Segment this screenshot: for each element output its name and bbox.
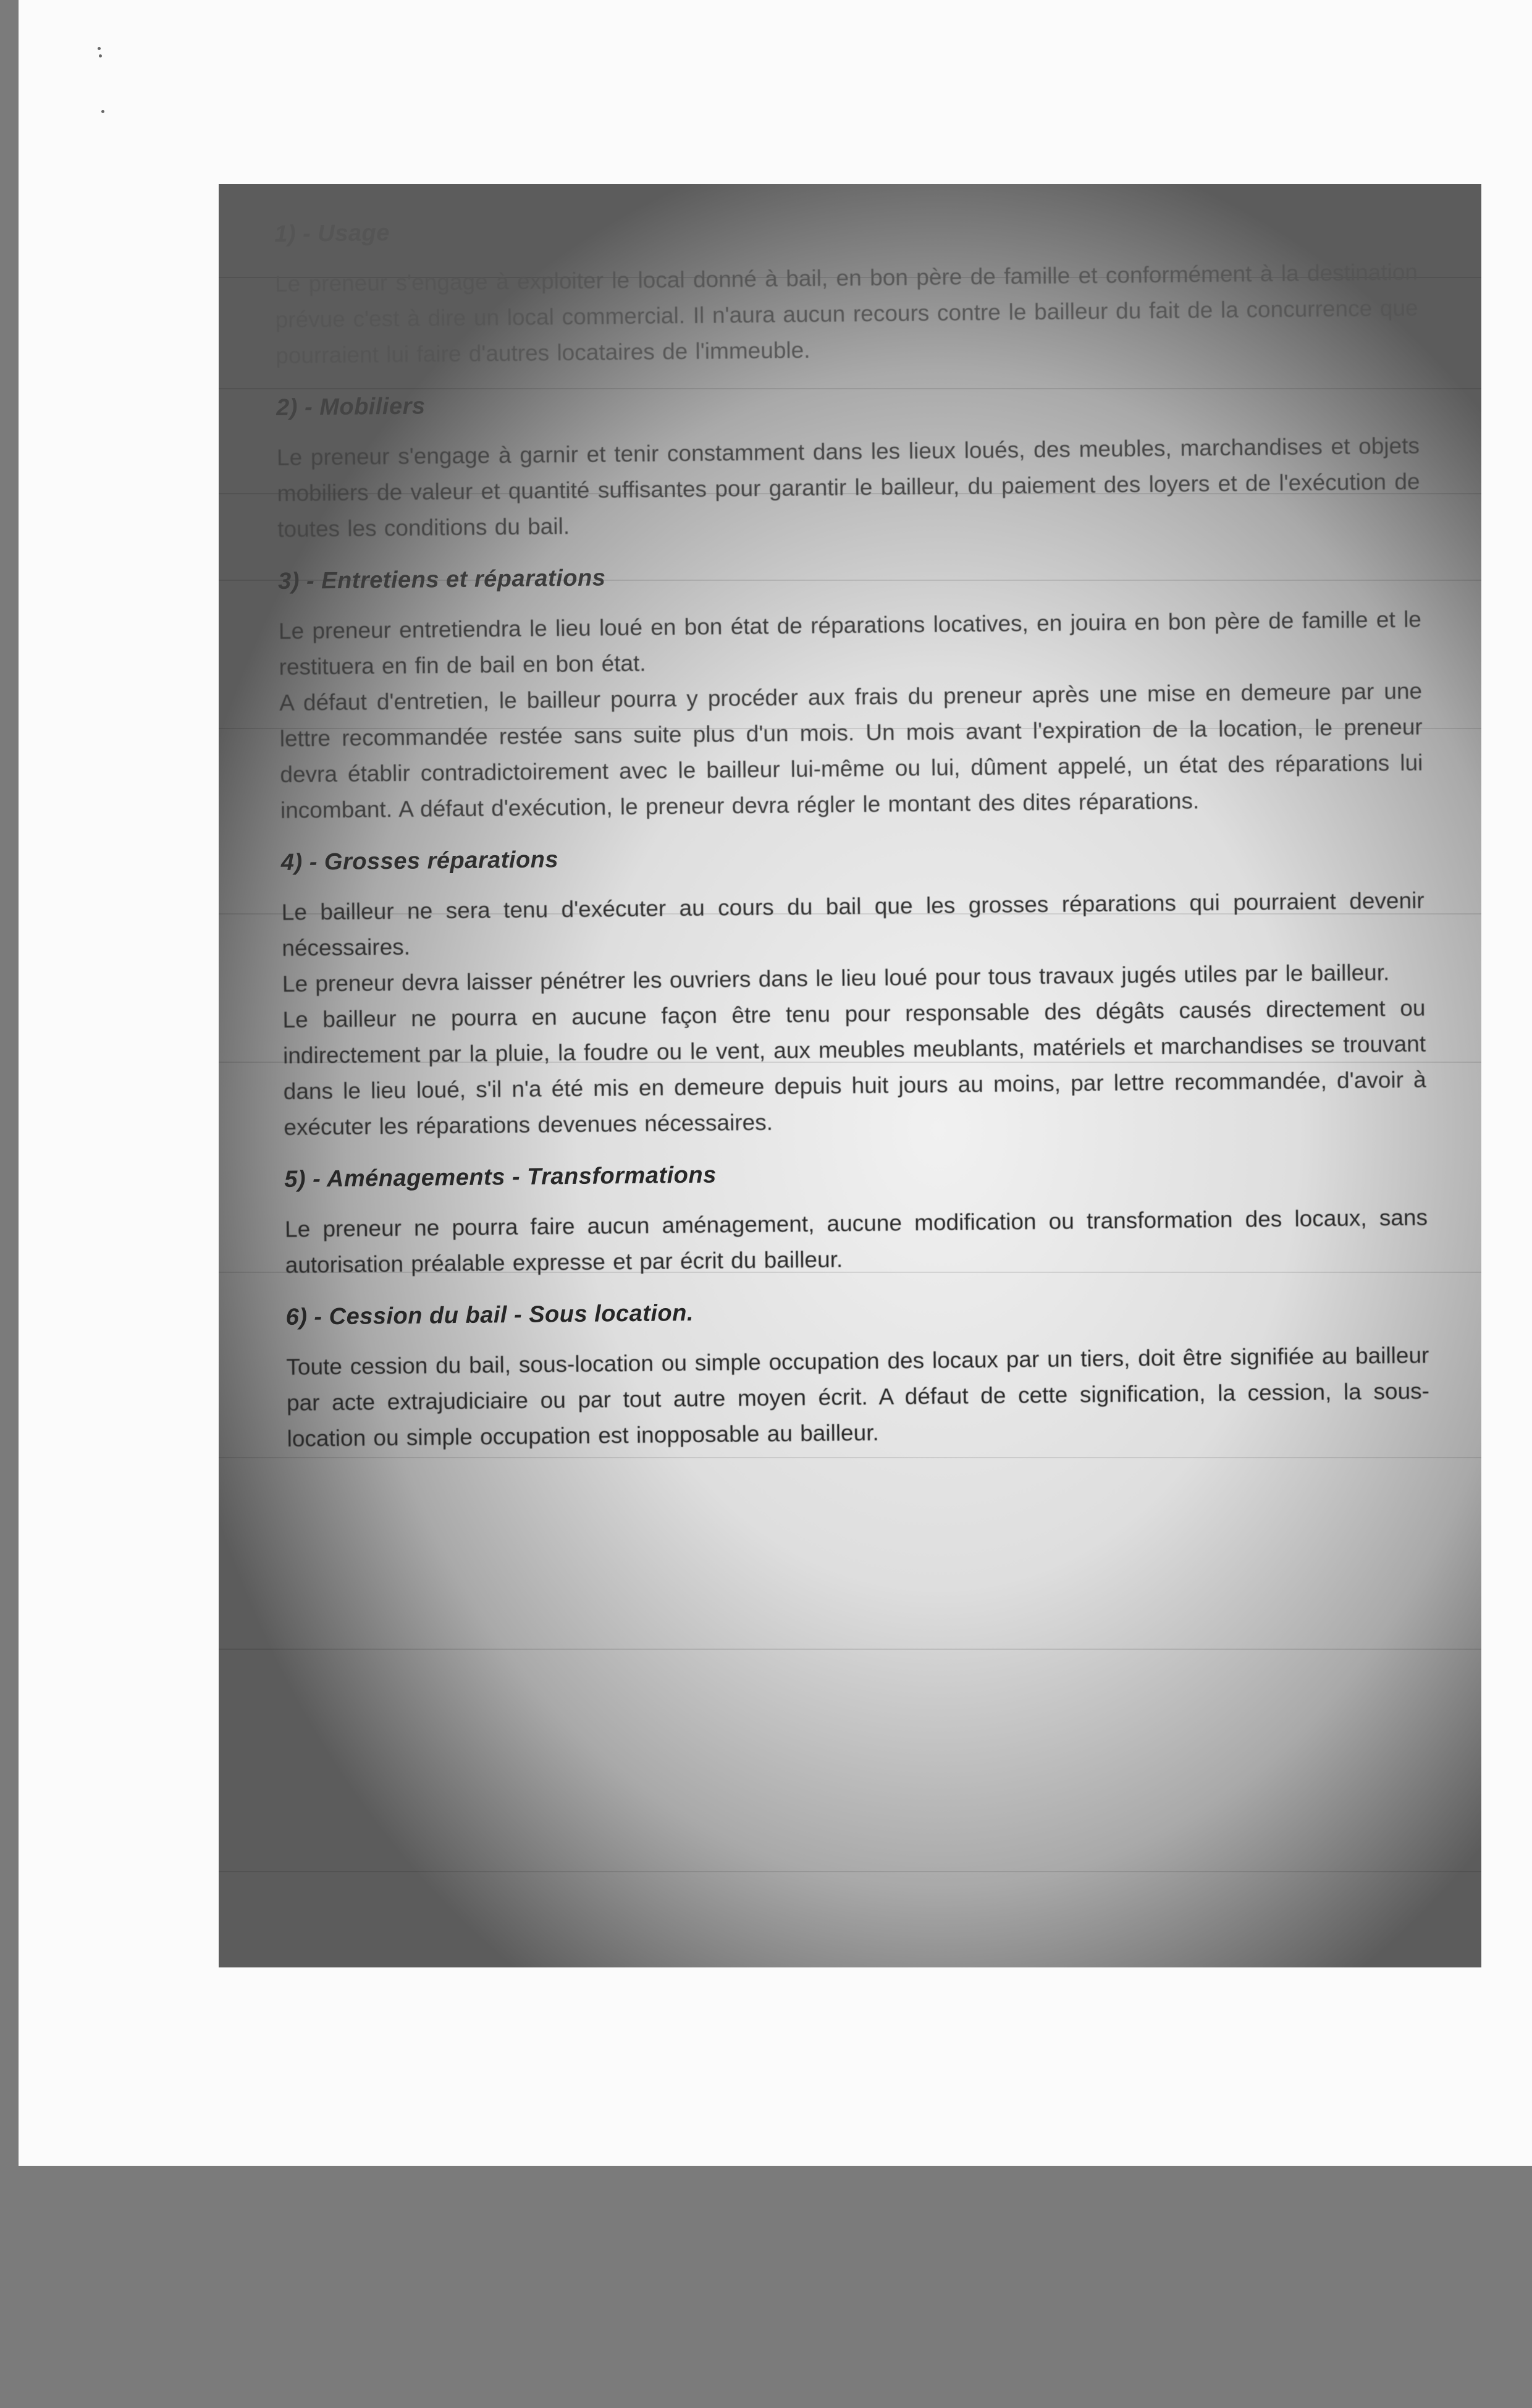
section-mobiliers: [276, 383, 1420, 547]
section-amenagements-transformations: [284, 1155, 1428, 1283]
section-entretiens-reparations: [278, 557, 1423, 829]
section-paragraph: Le preneur ne pourra faire aucun aménagement, aucune modification ou transformation des locaux, sans autorisation préalable expresse et par écrit du bailleur.: [284, 1204, 1428, 1278]
photographed-document-page: [219, 184, 1481, 1967]
section-paragraph: Le preneur devra laisser pénétrer les ouvriers dans le lieu loué pour tous travaux jugés utiles par le bailleur.: [282, 960, 1390, 997]
section-heading: 1) - Usage: [274, 220, 390, 247]
section-paragraph: A défaut d'entretien, le bailleur pourra y procéder aux frais du preneur après une mise en demeure par une lettre recommandée restée sans suite plus d'un mois. Un mois avant l'expiration de la location, le preneur devra établir contradictoirement avec le bailleur lui-même ou lui, dûment appelé, un état des réparations lui incombant. A défaut d'exécution, le preneur devra régler le montant des dites réparations.: [279, 678, 1423, 823]
scan-speck: [99, 54, 102, 57]
section-paragraph: Le bailleur ne pourra en aucune façon être tenu pour responsable des dégâts causés directement ou indirectement par la pluie, la foudre ou le vent, aux meubles meublants, matériels et marchandises se trouvant dans le lieu loué, s'il n'a été mis en demeure depuis huit jours au moins, par lettre recommandée, d'avoir à exécuter les réparations devenues nécessaires.: [282, 995, 1426, 1140]
section-heading: 4) - Grosses réparations: [280, 847, 559, 876]
section-heading: 2) - Mobiliers: [276, 393, 426, 421]
paper-ruling-line: [219, 1457, 1481, 1458]
section-heading: 5) - Aménagements - Transformations: [284, 1162, 717, 1193]
section-usage: [274, 209, 1418, 374]
scan-speck: [98, 47, 101, 50]
section-paragraph: Le preneur s'engage à garnir et tenir constamment dans les lieux loués, des meubles, marchandises et objets mobiliers de valeur et quantité suffisantes pour garantir le bailleur, du paiement des loyers et de l'exécution de toutes les conditions du bail.: [276, 433, 1420, 542]
paper-ruling-line: [219, 1871, 1481, 1872]
paper-ruling-line: [219, 1649, 1481, 1650]
section-heading: 3) - Entretiens et réparations: [277, 565, 606, 594]
section-paragraph: Toute cession du bail, sous-location ou simple occupation des locaux par un tiers, doit être signifiée au bailleur par acte extrajudiciaire ou par tout autre moyen écrit. A défaut de cette signification, la cession, la sous-location ou simple occupation est inopposable au bailleur.: [286, 1342, 1430, 1451]
scan-speck: [101, 110, 104, 113]
section-paragraph: Le preneur entretiendra le lieu loué en bon état de réparations locatives, en jouira en bon père de famille et le restituera en fin de bail en bon état.: [278, 606, 1422, 680]
section-paragraph: Le bailleur ne sera tenu d'exécuter au cours du bail que les grosses réparations qui pourraient devenir nécessaires.: [281, 887, 1425, 961]
section-grosses-reparations: [281, 838, 1427, 1146]
section-heading: 6) - Cession du bail - Sous location.: [285, 1299, 694, 1330]
section-cession-sous-location: [285, 1293, 1429, 1457]
section-paragraph: Le preneur s'engage à exploiter le local donné à bail, en bon père de famille et conformément à la destination prévue c'est à dire un local commercial. Il n'aura aucun recours contre le bailleur du fait de la concurrence que pourraient lui faire d'autres locataires de l'immeuble.: [274, 259, 1418, 368]
lease-clauses-text: [274, 209, 1430, 1457]
